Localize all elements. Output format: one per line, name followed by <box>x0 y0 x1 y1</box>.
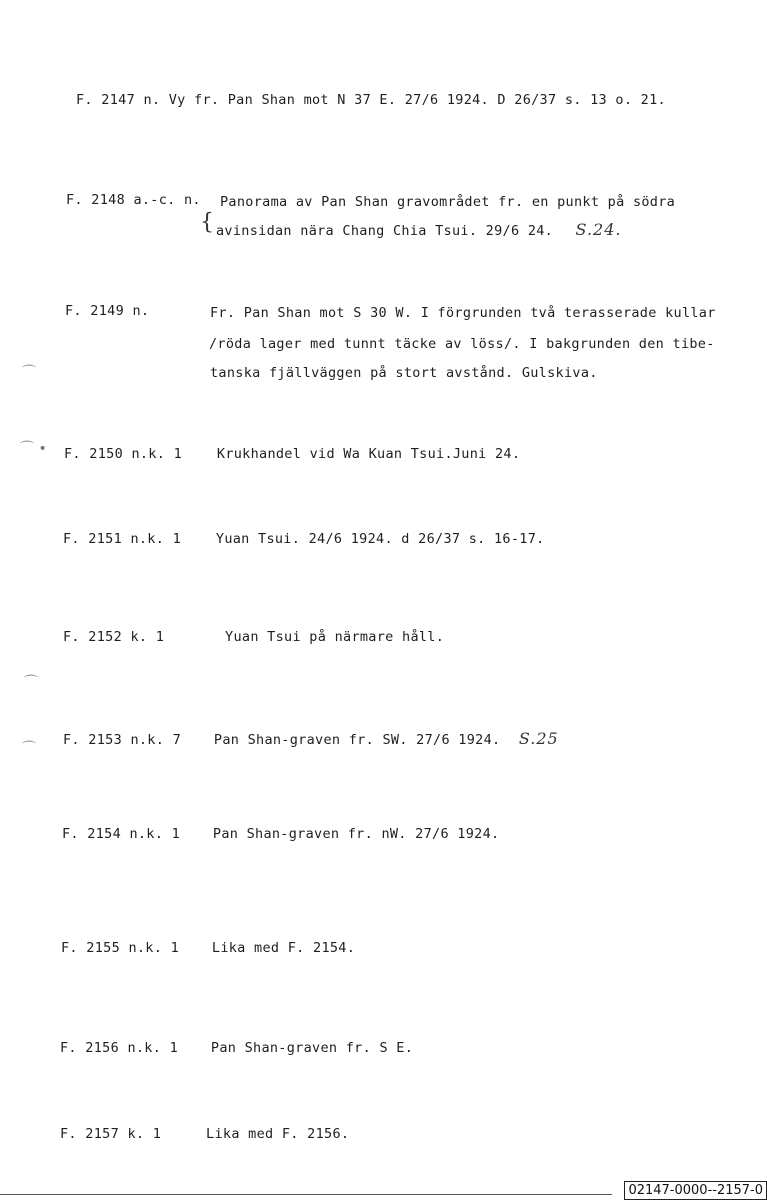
entry-number: F. 2148 <box>66 192 125 208</box>
entry-2149-text <box>210 305 716 321</box>
margin-tick-mark: ⌒ <box>22 365 36 381</box>
entry-number: F. 2152 <box>63 629 122 645</box>
margin-tick-mark: ⌒ <box>24 675 38 691</box>
entry-text-continued: avinsidan nära Chang Chia Tsui. 29/6 24. <box>216 223 554 239</box>
entry-2152 <box>63 629 444 645</box>
handwritten-page-note: S.24. <box>575 220 622 239</box>
entry-2149-text2 <box>209 336 715 352</box>
handwritten-page-note: S.25 <box>518 729 559 748</box>
entry-2149-text3 <box>210 365 598 381</box>
entry-number: F. 2151 <box>63 531 122 547</box>
entry-number: F. 2153 <box>63 732 122 748</box>
margin-tick-mark: ⌒ <box>22 741 36 757</box>
entry-text: Lika med F. 2156. <box>206 1126 350 1142</box>
entry-code: k. 1 <box>130 629 165 645</box>
entry-text: Panorama av Pan Shan gravområdet fr. en punkt på södra <box>220 194 676 210</box>
entry-2151 <box>63 531 545 547</box>
entry-text: Lika med F. 2154. <box>211 940 356 956</box>
entry-text: Vy fr. Pan Shan mot N 37 E. 27/6 1924. D 26/37 s. 13 o. 21. <box>168 92 666 108</box>
entry-number: F. 2156 <box>60 1040 119 1056</box>
entry-2156 <box>60 1040 413 1056</box>
entry-number: F. 2150 <box>64 446 123 462</box>
entry-text: Pan Shan-graven fr. nW. 27/6 1924. <box>212 826 500 842</box>
entry-2149-number <box>65 303 149 319</box>
entry-code: n. <box>132 303 150 319</box>
entry-code: n.k. 1 <box>130 531 182 547</box>
margin-tick-mark: ⌒ • <box>20 441 47 457</box>
entry-text: Krukhandel vid Wa Kuan Tsui.Juni 24. <box>216 446 521 462</box>
entry-number: F. 2154 <box>62 826 121 842</box>
entry-code: k. 1 <box>127 1126 162 1142</box>
handwritten-brace-mark: { <box>200 210 214 235</box>
entry-number: F. 2157 <box>60 1126 119 1142</box>
entry-text-continued: /röda lager med tunnt täcke av löss/. I bakgrunden den tibe- <box>209 336 715 352</box>
entry-2154 <box>62 826 499 842</box>
entry-2148-text2 <box>216 220 621 239</box>
entry-text: Fr. Pan Shan mot S 30 W. I förgrunden två terasserade kullar <box>210 305 716 321</box>
entry-code: n.k. 1 <box>128 940 180 956</box>
entry-2148-number <box>66 192 201 208</box>
entry-2150 <box>64 446 520 462</box>
entry-2155 <box>61 940 355 956</box>
entry-number: F. 2147 <box>76 92 135 108</box>
entry-2153 <box>63 729 559 748</box>
footer-rule <box>0 1194 612 1195</box>
archive-id-stamp: 02147-0000--2157-0 <box>624 1181 767 1200</box>
entry-text: Yuan Tsui. 24/6 1924. d 26/37 s. 16-17. <box>215 531 545 547</box>
entry-code: n.k. 1 <box>127 1040 179 1056</box>
entry-code: n.k. 1 <box>131 446 183 462</box>
entry-2157 <box>60 1126 349 1142</box>
entry-text: Pan Shan-graven fr. S E. <box>210 1040 414 1056</box>
entry-code: a.-c. n. <box>133 192 201 208</box>
entry-text: Pan Shan-graven fr. SW. 27/6 1924. <box>213 732 501 748</box>
entry-2148-text <box>220 194 675 210</box>
entry-number: F. 2149 <box>65 303 124 319</box>
entry-2147 <box>76 92 666 108</box>
entry-text-continued: tanska fjällväggen på stort avstånd. Gulskiva. <box>210 365 598 381</box>
entry-code: n.k. 7 <box>130 732 182 748</box>
entry-number: F. 2155 <box>61 940 120 956</box>
entry-code: n. <box>143 92 161 108</box>
entry-code: n.k. 1 <box>129 826 181 842</box>
entry-text: Yuan Tsui på närmare håll. <box>225 629 445 645</box>
